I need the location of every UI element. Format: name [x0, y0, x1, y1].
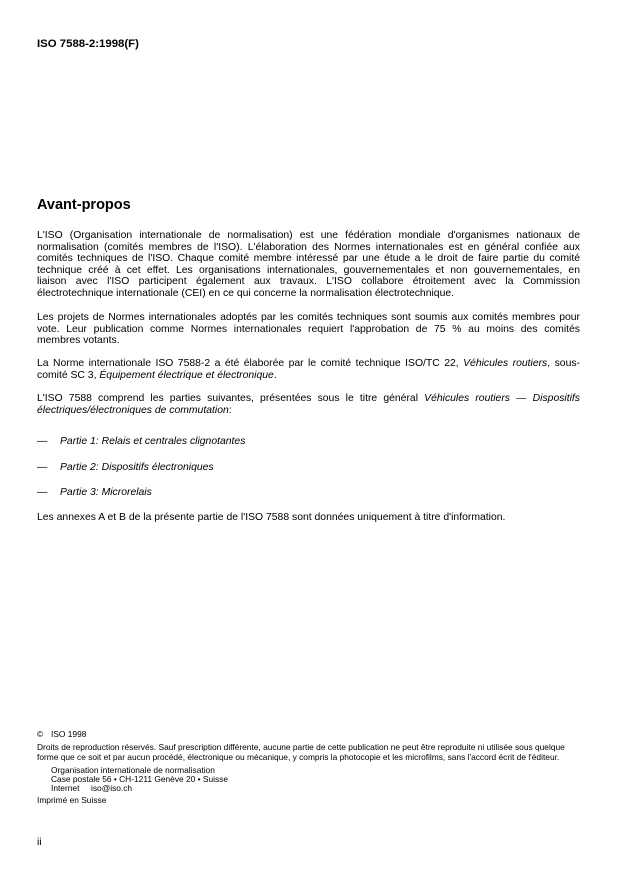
text-line: technique créé à cet effet. Les organisations internationales, gouvernementales et non gouvernementales, en	[37, 264, 580, 276]
text-line	[37, 358, 580, 370]
copyright-line	[37, 730, 86, 739]
text-line: L'ISO (Organisation internationale de normalisation) est une fédération mondiale d'organismes nationaux de	[37, 230, 580, 241]
text-segment: , sous-	[547, 358, 581, 369]
paragraph-iso-intro	[37, 230, 580, 300]
list-item-part-2	[37, 462, 580, 474]
paragraph-annexes	[37, 512, 580, 524]
organisation-name: Organisation internationale de normalisation	[51, 765, 215, 775]
text-line: Les annexes A et B de la présente partie de l'ISO 7588 sont données uniquement à titre d'information.	[37, 512, 506, 523]
paragraph-voting	[37, 312, 580, 347]
text-line: liaison avec l'ISO participent également aux travaux. L'ISO collabore étroitement avec la Commission	[37, 276, 580, 288]
text-line	[37, 370, 580, 382]
internet-contact	[51, 784, 228, 793]
publisher-address	[51, 766, 228, 794]
list-item-label: Partie 2: Dispositifs électroniques	[60, 462, 214, 473]
paragraph-parts-intro	[37, 393, 580, 416]
text-segment: :	[228, 404, 232, 416]
text-line	[37, 393, 580, 405]
text-segment: L'ISO 7588 comprend les parties suivantes, présentées sous le titre général	[37, 393, 425, 404]
document-id-header: ISO 7588-2:1998(F)	[37, 38, 139, 50]
text-segment: La Norme internationale ISO 7588-2 a été élaborée par le comité technique ISO/TC 22,	[37, 358, 464, 369]
paragraph-committee	[37, 358, 580, 381]
copyright-text: ISO 1998	[51, 729, 87, 739]
text-segment: .	[273, 369, 277, 381]
rights-notice: Droits de reproduction réservés. Sauf prescription différente, aucune partie de cette publication ne peut être reproduite ni utilisée sous quelque forme que ce soit et par aucun procédé, électronique ou mécanique, y compris la photocopie et les microfilms, sans l'accord écrit de l'éditeur.	[37, 742, 565, 762]
text-line: membres votants.	[37, 335, 120, 347]
text-line: vote. Leur publication comme Normes internationales requiert l'approbation de 75 % au moins des comités	[37, 323, 580, 335]
title-reference: Équipement électrique et électronique	[99, 369, 274, 381]
title-reference: électriques/électroniques de commutation	[37, 404, 229, 416]
page-number: ii	[37, 837, 42, 848]
title-reference: Véhicules routiers	[463, 358, 548, 369]
internet-label: Internet	[51, 783, 80, 794]
text-line: Les projets de Normes internationales adoptés par les comités techniques sont soumis aux comités membres pour	[37, 312, 580, 323]
printed-in: Imprimé en Suisse	[37, 795, 107, 805]
list-item-label: Partie 3: Microrelais	[60, 487, 152, 498]
list-dash: —	[37, 436, 48, 447]
list-dash: —	[37, 462, 48, 473]
text-line: électrotechnique internationale (CEI) en ce qui concerne la normalisation électrotechnique.	[37, 287, 455, 299]
text-line: normalisation (comités membres de l'ISO). L'élaboration des Normes internationales est en général confiée aux	[37, 241, 580, 253]
email-address: iso@iso.ch	[91, 783, 133, 794]
list-item-label: Partie 1: Relais et centrales clignotantes	[60, 436, 246, 447]
text-line: comités techniques de l'ISO. Chaque comité membre intéressé par une étude a le droit de faire partie du comité	[37, 253, 580, 265]
postal-address: Case postale 56 • CH-1211 Genève 20 • Suisse	[51, 774, 229, 785]
text-line	[37, 405, 580, 417]
title-reference: Véhicules routiers — Dispositifs	[424, 393, 580, 404]
copyright-symbol: ©	[37, 729, 44, 739]
text-segment: comité SC 3,	[37, 369, 100, 381]
list-item-part-1	[37, 436, 580, 448]
list-dash: —	[37, 487, 48, 498]
section-heading: Avant-propos	[37, 197, 131, 213]
list-item-part-3	[37, 487, 580, 499]
